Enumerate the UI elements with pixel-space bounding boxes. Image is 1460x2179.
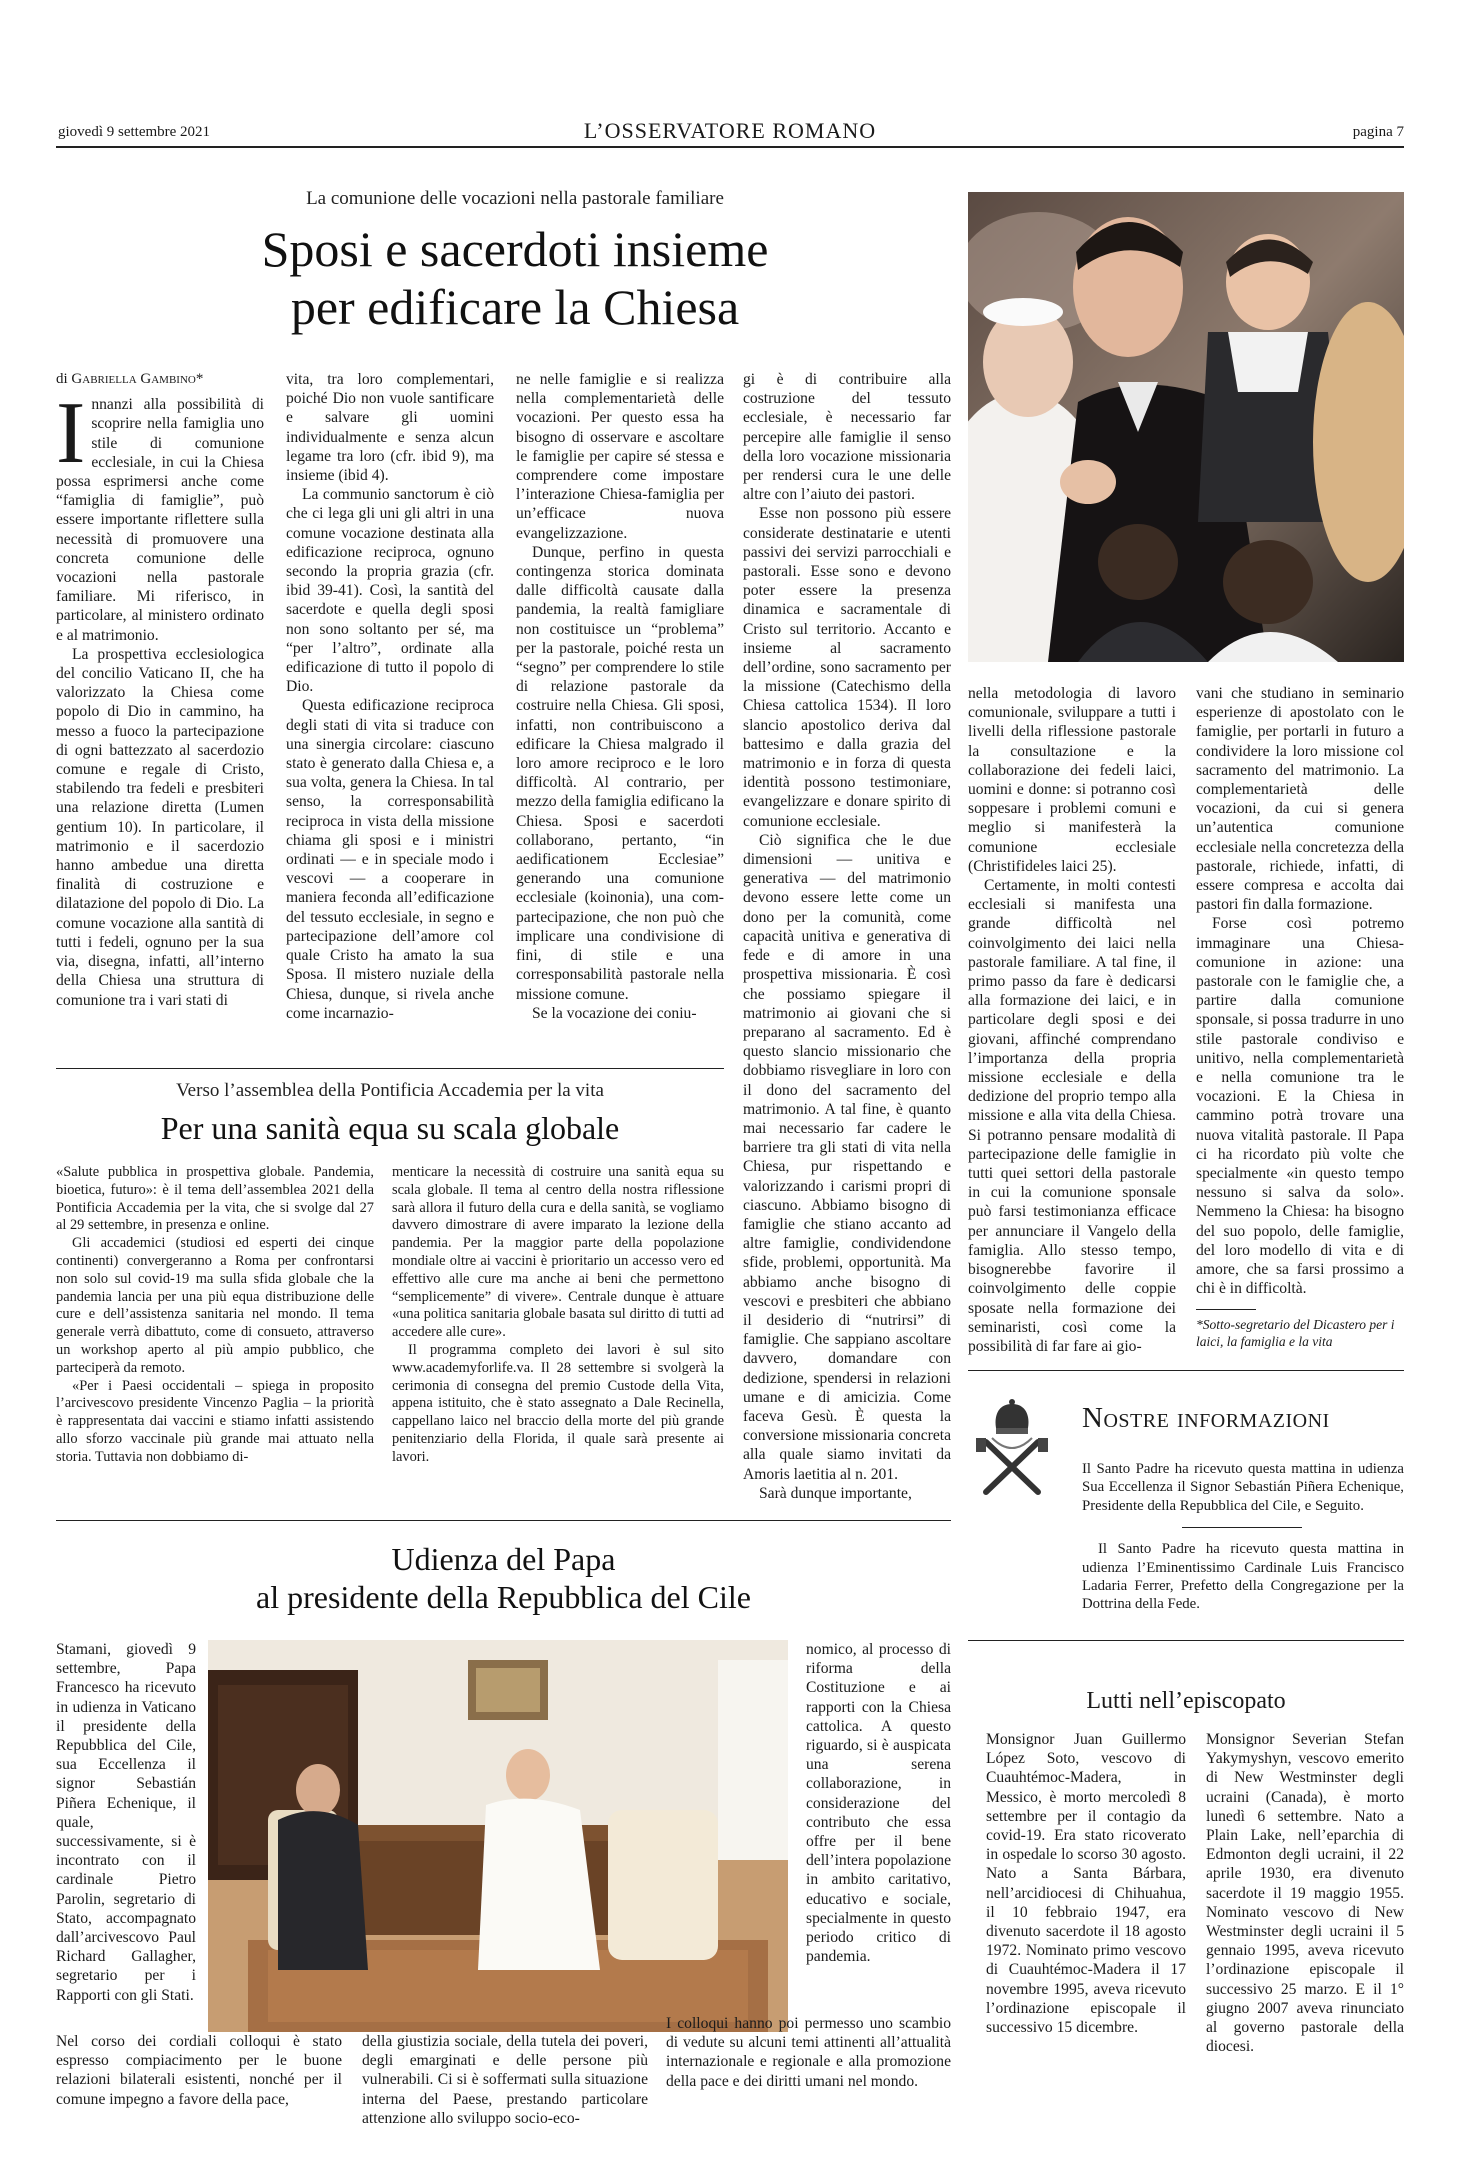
article1-kicker: La comunione delle vocazioni nella pastorale familiare — [306, 188, 724, 209]
article1-column-5: nella metodologia di lavoro comunionale, sviluppare a tutti i livelli della riflessione pastorale la consultazione e la collaborazione dei fedeli laici, uomini e donne: si potranno così soppesare i problemi comuni e meglio si manifesterà la comunione ecclesiale (Christifideles laici 25). Certamente, in molti contesti ecclesiali si manifesta una grande difficoltà nel coinvolgimento dei laici nella pastorale familiare. A tal fine, il primo passo da fare è dedicarsi alla formazione dei laici, e in particolare degli sposi e dei giovani, affinché comprendano l’importanza della propria missione ecclesiale e della dedizione del proprio tempo alla missione e alla vita della Chiesa. Si potranno pensare modalità di partecipazione delle famiglie in tutti quei settori della pastorale in cui la comunione sponsale può farsi testimonianza efficace per annunciare il Vangelo della famiglia. Allo stesso tempo, bisognerebbe favorire il coinvolgimento delle coppie sposate nella formazione dei seminaristi, così come la possibilità di far fare ai gio- — [968, 685, 1176, 1355]
article1-column-6: vani che studiano in seminario esperienze di apostolato con le famiglie, per portarli in futuro a condividere la loro missione col sacramento del matrimonio. La complementarietà delle vocazioni, da cui si genera un’autentica comunione ecclesiale nella concretezza della pastorale, richiede, infatti, di essere compresa e accolta dai pastori fin dalla formazione. Forse così potremo immaginare una Chiesa-comunione in azione: una pastorale con le famiglie che, a partire dalla comunione sponsale, si possa tradurre in uno stile pastorale condiviso e unitivo, nella complementarietà e nella comunione tra le vocazioni. E la Chiesa in cammino potrà trovare una nuova vitalità pastorale. Il Papa ci ha ricordato più volte che specialmente «in questo tempo nessuno si salva da solo». Nemmeno la Chiesa: ha bisogno del suo popolo, delle famiglie, del loro modello di vita e di amore, che sa farsi prossimo a chi è in difficoltà. *Sotto-segretario del Dicastero per i laici, la famiglia e la vita — [1196, 685, 1404, 1349]
article2-title: Per una sanità equa su scala globale — [160, 1110, 620, 1146]
article1-dropcap: I — [56, 385, 86, 483]
article3-title — [56, 1540, 951, 1616]
family-with-pope-photo — [968, 192, 1404, 662]
article3-column-left: Stamani, giovedì 9 settembre, Papa Francesco ha ricevuto in udienza in Vaticano il presidente della Repubblica del Cile, sua Eccellenza il signor Sebastián Piñera Echenique, il quale, successivamente, si è incontrato con il cardinale Pietro Parolin, segretario di Stato, accompagnato dall’arcivescovo Paul Richard Gallagher, segretario per i Rapporti con gli Stati. — [56, 1641, 196, 2004]
lutti-top-rule — [968, 1640, 1404, 1641]
header-rule — [56, 146, 1404, 148]
article1-title — [120, 220, 910, 336]
article1-title-line2: per edificare la Chiesa — [290, 279, 740, 335]
nostre-informazioni-title: Nostre informazioni — [1082, 1402, 1330, 1434]
footnote-rule — [1196, 1309, 1256, 1310]
article3-title-line2: al presidente della Repubblica del Cile — [256, 1579, 751, 1615]
papal-audience-photo — [208, 1640, 788, 2032]
article1-footnote: *Sotto-segretario del Dicastero per i laici, la famiglia e la vita — [1196, 1316, 1395, 1349]
lutti-title: Lutti nell’episcopato — [1086, 1688, 1286, 1714]
article1-column-3: ne nelle famiglie e si realizza nella complementarietà delle vocazioni. Per questo essa ha bisogno di osservare e ascoltare le famiglie per capire sé stessa e comprendere come impostare l’interazione Chiesa-famiglia per un’efficace nuova evangelizzazione. Dunque, perfino in questa contingenza storica dominata dalle difficoltà causate dalla pandemia, la realtà famigliare non costituisce un “problema” per la pastorale, poiché resta un “segno” per comprendere lo stile di relazione pastorale da costruire nella Chiesa. Gli sposi, infatti, non contribuiscono a edificare la Chiesa malgrado il loro amore reciproco e le loro difficoltà. Al contrario, per mezzo della famiglia edificano la Chiesa. Sposi e sacerdoti collaborano, pertanto, “in aedificationem Ecclesiae” generando una comunione ecclesiale (koinonia), una com-partecipazione, che non può che implicare una condivisione di fini, di stile e una corresponsabilità pastorale nella missione comune. Se la vocazione dei coniu- — [516, 371, 724, 1022]
article1-column-4: gi è di contribuire alla costruzione del tessuto ecclesiale, è necessario far percepire alle famiglie il senso della loro vocazione missionaria per rendersi cura le une delle altre con l’aiuto dei pastori. Esse non possono più essere considerate destinatarie e utenti passivi dei servizi parrocchiali e pastorali. Esse sono e devono poter essere la presenza dinamica e sacramentale di Cristo sul territorio. Accanto e insieme al sacramento dell’ordine, sono sacramento per la missione (Catechismo della Chiesa cattolica 1534). Il loro slancio apostolico deriva dal battesimo e dalla grazia del matrimonio e in forza di questa identità possono testimoniare, evangelizzare e donare spirito di comunione ecclesiale. Ciò significa che le due dimensioni — unitiva e generativa — del matrimonio devono essere lette come un dono per la comunità, come capacità unitiva e generativa di fede e di amore in una prospettiva missionaria. È così che possiamo spiegare il matrimonio ai giovani che si preparano al sacramento. Ed è questo slancio missionario che dobbiamo risvegliare in loro con il dono del sacramento del matrimonio. A tal fine, è quanto mai necessario far cadere le barriere tra gli stati di vita nella Chiesa, pur rispettando e valorizzando i carismi propri di ciascuno. Abbiamo bisogno di famiglie che stiano accanto ad altre famiglie, condividendone sfide, problemi, opportunità. Ma abbiamo anche bisogno di vescovi e presbiteri che abbiano il desiderio di “nutrirsi” di famiglie. Che sappiano ascoltare davvero, domandare con dedizione, spendersi in relazioni umane e di amicizia. Come faceva Gesù. È questa la conversione missionaria concreta alla quale siamo invitati da Amoris laetitia al n. 201. Sarà dunque importante, — [743, 371, 951, 1502]
article3-bottom-1: Nel corso dei cordiali colloqui è stato espresso compiacimento per le buone relazioni bilaterali esistenti, nonché per il comune impegno a favore della pace, — [56, 2033, 342, 2108]
article2-column-1: «Salute pubblica in prospettiva globale. Pandemia, bioetica, futuro»: è il tema dell’assemblea 2021 della Pontificia Accademia per la vita, che si svolge dal 27 al 29 settembre, in presenza e online. Gli accademici (studiosi ed esperti dei cinque continenti) convergeranno a Roma per confrontarsi non solo sul covid-19 ma sulla sfida globale che la pandemia lancia per una più equa distribuzione delle cure e dell’assistenza sanitaria nel mondo. Il tema generale verrà dibattuto, come di consueto, attraverso un workshop aperto al più ampio pubblico, che parteciperà da remoto. «Per i Paesi occidentali – spiega in proposito l’arcivescovo presidente Vincenzo Paglia – la priorità è rappresentata dai vaccini e stiamo infatti assistendo allo sforzo vaccinale più grande mai attuato nella storia. Tuttavia non dobbiamo di- — [56, 1164, 374, 1465]
article2-kicker: Verso l’assemblea della Pontificia Accademia per la vita — [176, 1080, 604, 1101]
nostre-informazioni-body: Il Santo Padre ha ricevuto questa mattina in udienza Sua Eccellenza il Signor Sebastián Piñera Echenique, Presidente della Repubblica del Cile, e Seguito. Il Santo Padre ha ricevuto questa mattina in udienza l’Eminentissimo Cardinale Luis Francisco Ladaria Ferrer, Prefetto della Congregazione per la Dottrina della Fede. — [1082, 1461, 1404, 1613]
nostre-top-rule — [968, 1370, 1404, 1371]
article3-bottom-3: I colloqui hanno poi permesso uno scambio di vedute su alcuni temi attinenti all’attualità internazionale e regionale e alla promozione della pace e dei diritti umani nel mondo. — [666, 2015, 951, 2090]
article1-column-2: vita, tra loro complementari, poiché Dio non vuole santificare e salvare gli uomini individualmente e senza alcun legame tra loro (cfr. ibid 9), ma insieme (ibid 4). La communio sanctorum è ciò che ci lega gli uni gli altri in una comune vocazione destinata alla edificazione reciproca, ognuno secondo la propria grazia (cfr. ibid 39-41). Così, la santità del sacerdote e quella degli sposi non sono soltanto per sé, ma “per l’altro”, ordinate alla edificazione di tutto il popolo di Dio. Questa edificazione reciproca degli stati di vita si traduce con una sinergia circolare: ciascuno stato è generato dalla Chiesa e, a sua volta, genera la Chiesa. In tal senso, la corresponsabilità reciproca in vista della missione chiama gli sposi e i ministri ordinati — e in speciale modo i vescovi — a cooperare in maniera feconda all’edificazione del tessuto ecclesiale, in segno e partecipazione dell’amore col quale Cristo ha amato la sua Sposa. Il mistero nuziale della Chiesa, dunque, si rivela anche come incarnazio- — [286, 371, 494, 1022]
article3-column-right: nomico, al processo di riforma della Costituzione e ai rapporti con la Chiesa cattolica. A questo riguardo, si è auspicata una serena collaborazione, in considerazione del contributo che essa offre per il bene dell’intera popolazione in ambito caritativo, educativo e sociale, specialmente in questo periodo critico di pandemia. — [806, 1641, 951, 1966]
article1-column-1: di Gabriella Gambino* Innanzi alla possibilità di scoprire nella famiglia uno stile di comunione ecclesiale, in cui la Chiesa possa esprimersi anche come “famiglia di famiglie”, può essere importante riflettere sulla necessità di promuovere una concreta comunione delle vocazioni nella pastorale familiare. Mi riferisco, in particolare, al ministero ordinato e al matrimonio. La prospettiva ecclesiologica del concilio Vaticano II, che ha valorizzato la Chiesa come popolo di Dio in cammino, ha messo a fuoco la partecipazione di ogni battezzato al sacerdozio comune e regale di Cristo, stabilendo tra fedeli e presbiteri una relazione diretta (Lumen gentium 10). In particolare, il matrimonio e il sacerdozio hanno ambedue una diretta finalità di costruzione e dilatazione del popolo di Dio. La comune vocazione alla santità di tutti i fedeli, ognuno per la sua via, disegna, infatti, all’interno della Chiesa una struttura di comunione tra i vari stati di — [56, 371, 264, 1009]
article2-column-2: menticare la necessità di costruire una sanità equa su scala globale. Il tema al centro della nostra riflessione sarà allora il futuro della cura e della sanità, se vogliamo davvero dimostrare di avere imparato la lezione della pandemia. Per la maggior parte della popolazione mondiale oltre ai vaccini è prioritario un accesso vero ed effettivo alle cure ma anche ai beni che permettono “semplicemente” di vivere». Centrale dunque è attuare «una politica sanitaria globale basata sul diritto di tutti ad accedere alle cure». Il programma completo dei lavori è sul sito www.academyforlife.va. Il 28 settembre si svolgerà la cerimonia di consegna del premio Custode della Vita, appena istituito, che è stato assegnato a Dale Recinella, cappellano laico nel braccio della morte del più grande penitenziario della Florida, il quale sarà presente ai lavori. — [392, 1164, 724, 1465]
masthead: L’OSSERVATORE ROMANO — [583, 118, 877, 143]
header-date: giovedì 9 settembre 2021 — [58, 124, 211, 140]
article2-top-rule — [56, 1068, 724, 1069]
article1-author: Gabriella Gambino* — [71, 371, 204, 387]
article3-title-line1: Udienza del Papa — [391, 1541, 616, 1577]
article1-title-line1: Sposi e sacerdoti insieme — [261, 221, 769, 277]
lutti-column-1: Monsignor Juan Guillermo López Soto, vescovo di Cuauhtémoc-Madera, in Messico, è morto mercoledì 8 settembre per il contagio da covid-19. Era stato ricoverato in ospedale lo scorso 30 agosto. Nato a Santa Bárbara, nell’arcidiocesi di Chihuahua, il 10 febbraio 1947, era divenuto sacerdote il 18 agosto 1972. Nominato primo vescovo di Cuauhtémoc-Madera il 17 novembre 1995, aveva ricevuto l’ordinazione episcopale il successivo 15 dicembre. — [986, 1731, 1186, 2037]
nostre-separator — [1182, 1527, 1302, 1528]
article1-byline: di Gabriella Gambino* — [56, 371, 204, 387]
lutti-column-2: Monsignor Severian Stefan Yakymyshyn, vescovo emerito di New Westminster degli ucraini (Canada), è morto lunedì 6 settembre. Nato a Plain Lake, nell’eparchia di Edmonton degli ucraini, il 22 aprile 1930, era divenuto sacerdote il 19 maggio 1955. Nominato vescovo di New Westminster degli ucraini il 5 gennaio 1995, aveva ricevuto l’ordinazione episcopale il successivo 25 marzo. E il 1° giugno 2007 aveva rinunciato al governo pastorale della diocesi. — [1206, 1731, 1404, 2056]
vatican-coat-of-arms-icon — [972, 1398, 1052, 1498]
article3-top-rule — [56, 1520, 951, 1521]
article3-bottom-2: della giustizia sociale, della tutela dei poveri, degli emarginati e delle persone più vulnerabili. Ci si è soffermati sulla situazione interna del Paese, prestando particolare attenzione allo sviluppo socio-eco- — [362, 2033, 648, 2127]
header-page-number: pagina 7 — [1352, 124, 1404, 140]
